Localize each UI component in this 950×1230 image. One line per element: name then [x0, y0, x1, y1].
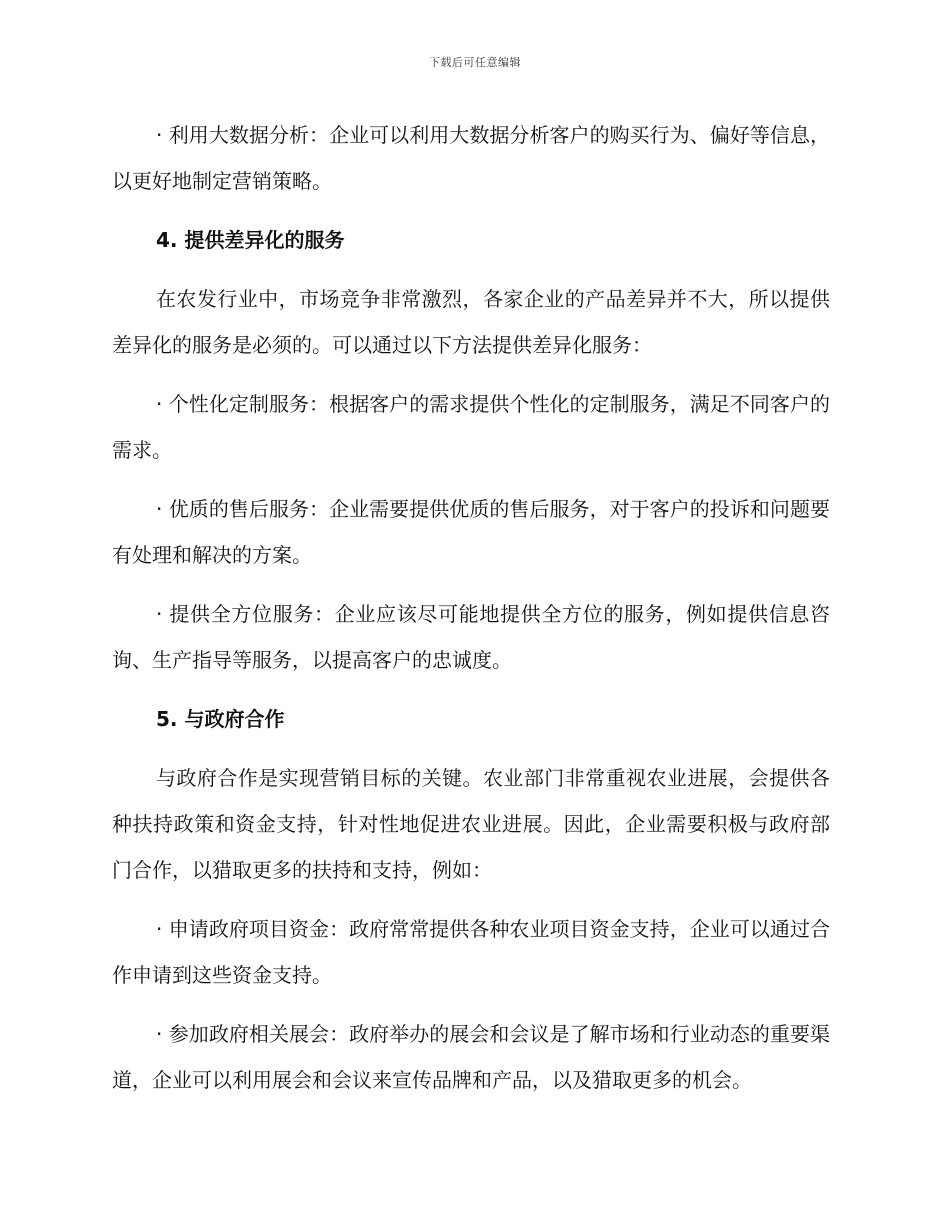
paragraph-big-data-bullet: · 利用大数据分析：企业可以利用大数据分析客户的购买行为、偏好等信息，以更好地制定营销策略。 [112, 123, 830, 193]
page-header: 下载后可任意编辑 [429, 56, 521, 69]
section-heading-4: 4. 提供差异化的服务 [156, 228, 345, 252]
paragraph-full-service-bullet: · 提供全方位服务：企业应该尽可能地提供全方位的服务，例如提供信息咨询、生产指导等服务，以提高客户的忠诚度。 [112, 602, 830, 672]
section-heading-5: 5. 与政府合作 [156, 707, 285, 731]
paragraph-government-intro: 与政府合作是实现营销目标的关键。农业部门非常重视农业进展，会提供各种扶持政策和资金支持，针对性地促进农业进展。因此，企业需要积极与政府部门合作，以猎取更多的扶持和支持，例如： [112, 766, 830, 882]
paragraph-project-funds-bullet: · 申请政府项目资金：政府常常提供各种农业项目资金支持，企业可以通过合作申请到这些资金支持。 [112, 917, 830, 987]
document-body [112, 112, 830, 1103]
paragraph-custom-service-bullet: · 个性化定制服务：根据客户的需求提供个性化的定制服务，满足不同客户的需求。 [112, 392, 830, 462]
paragraph-after-sales-bullet: · 优质的售后服务：企业需要提供优质的售后服务，对于客户的投诉和问题要有处理和解决的方案。 [112, 497, 830, 567]
paragraph-differentiation-intro: 在农发行业中，市场竞争非常激烈，各家企业的产品差异并不大，所以提供差异化的服务是必须的。可以通过以下方法提供差异化服务： [112, 287, 830, 357]
paragraph-exhibition-bullet: · 参加政府相关展会：政府举办的展会和会议是了解市场和行业动态的重要渠道，企业可以利用展会和会议来宣传品牌和产品，以及猎取更多的机会。 [112, 1022, 830, 1092]
